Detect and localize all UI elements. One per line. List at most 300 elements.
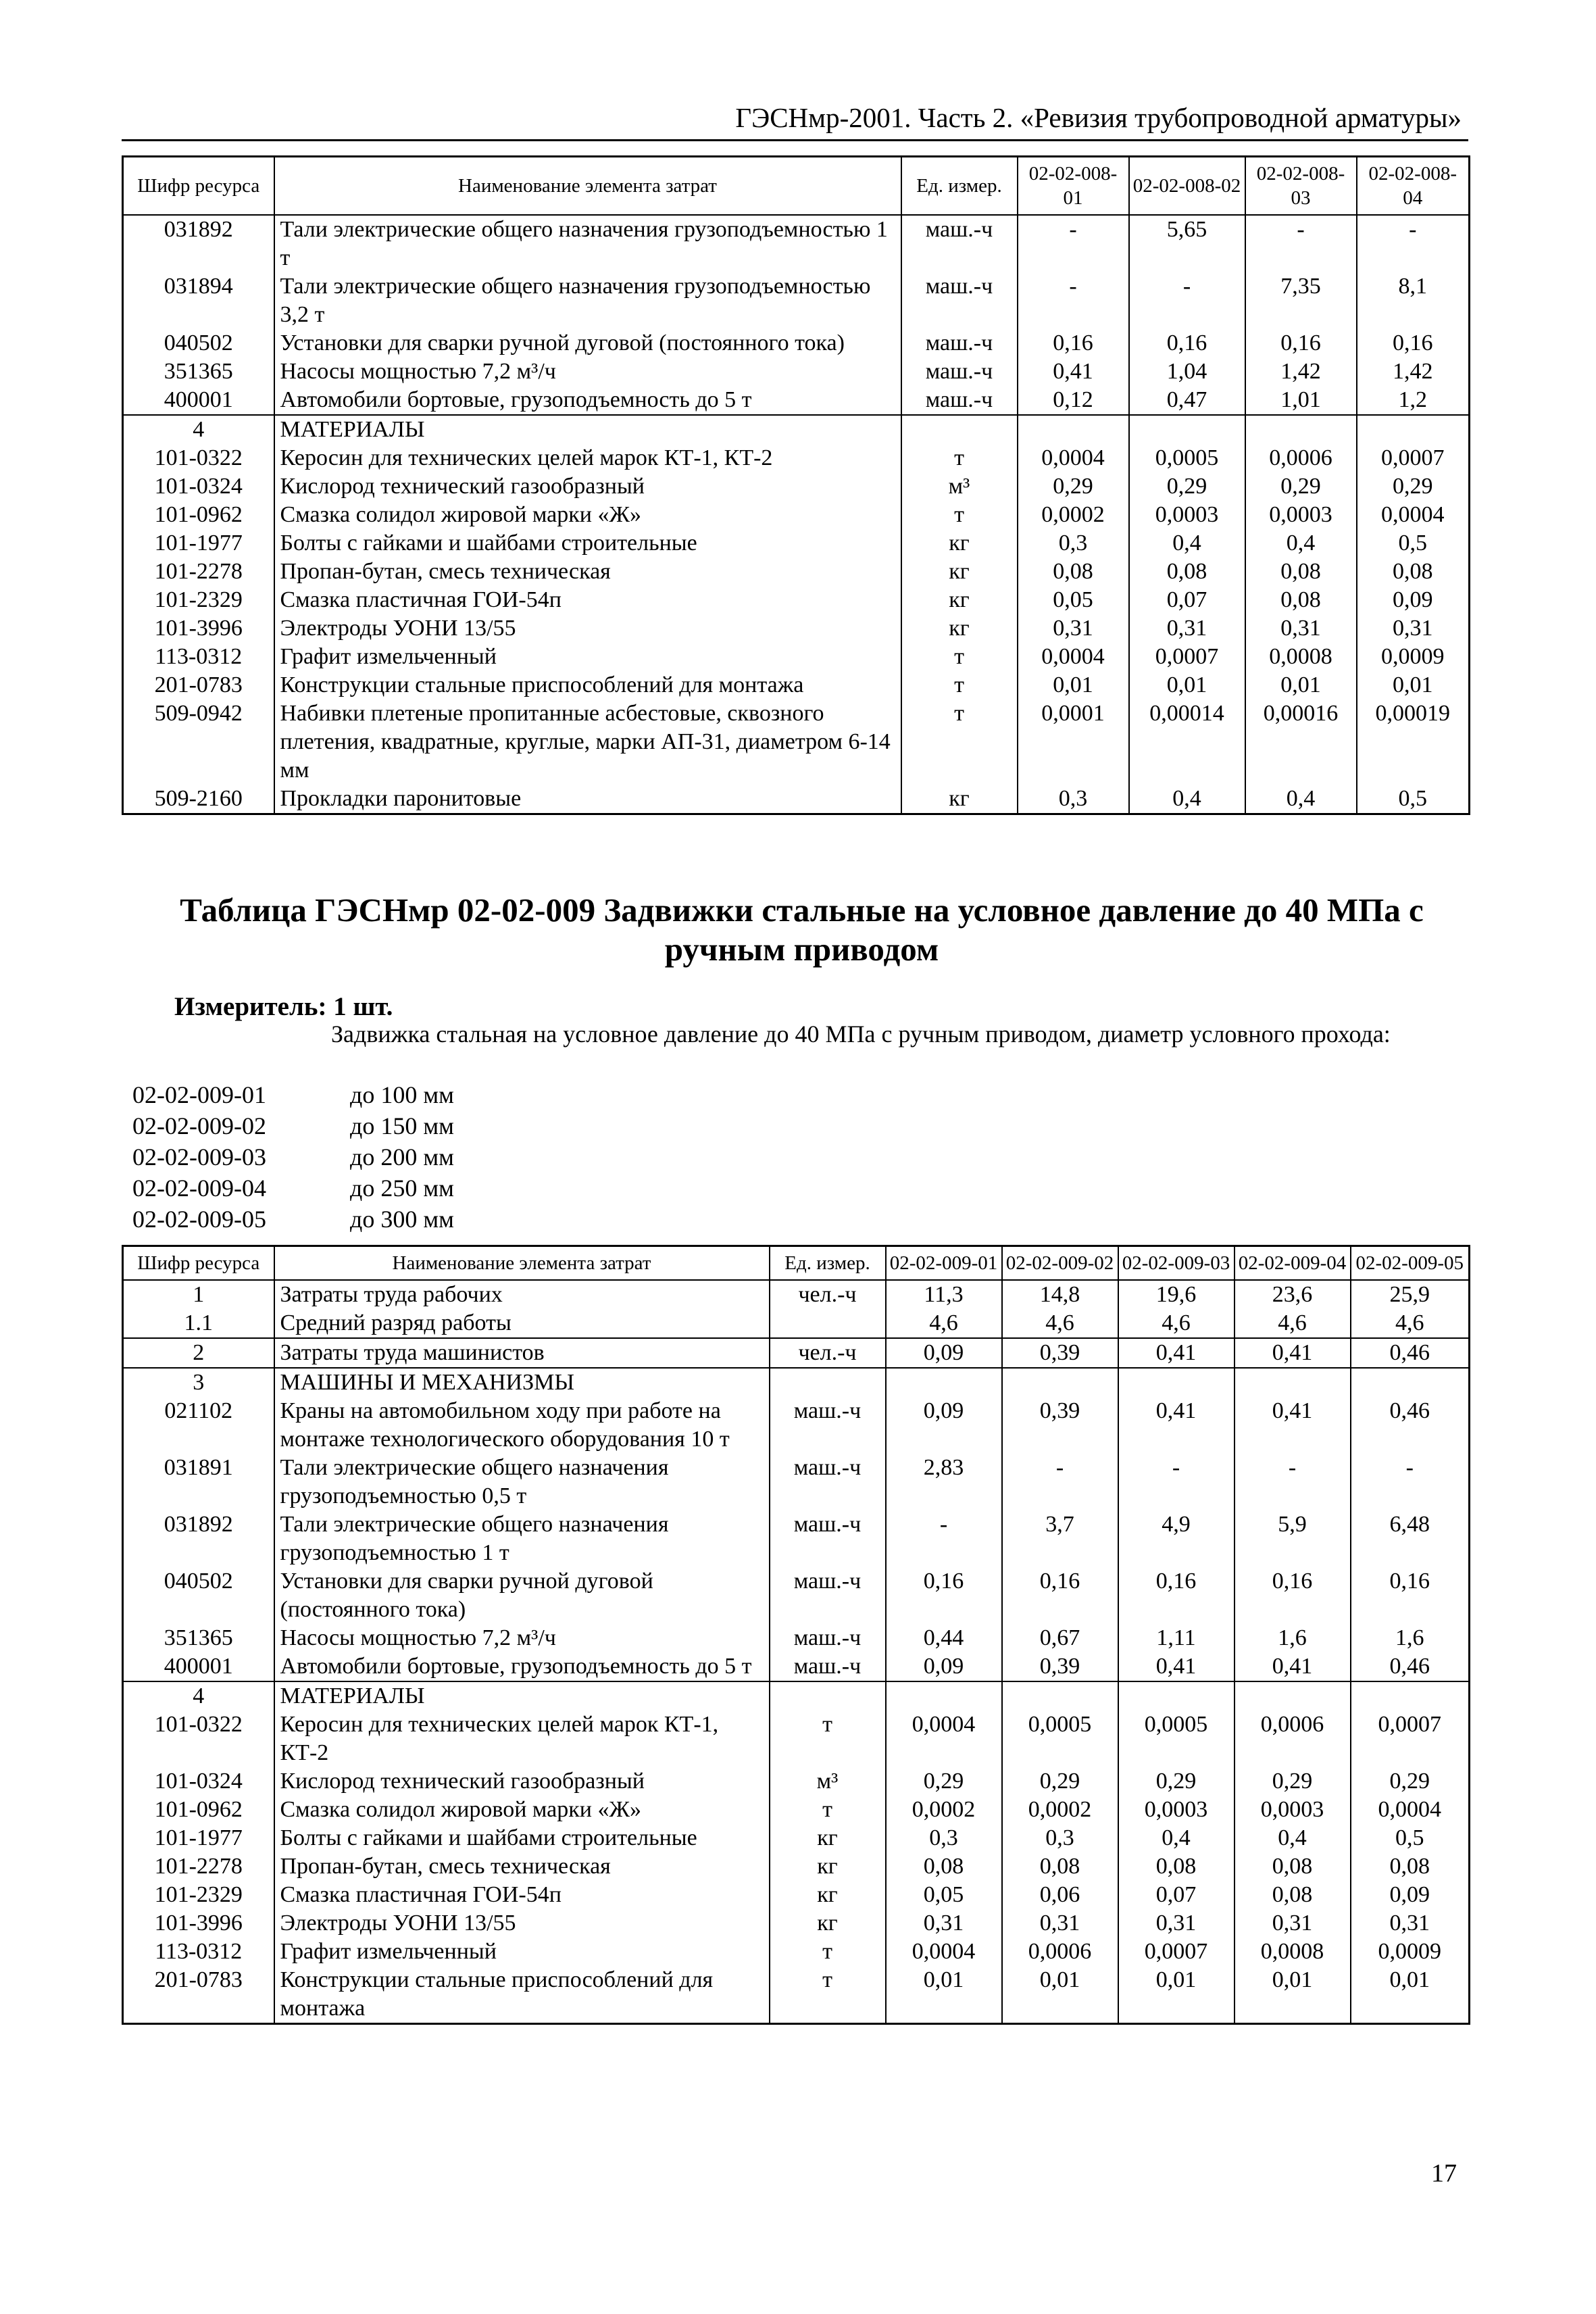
element-name-cell: Смазка пластичная ГОИ-54п — [274, 1881, 770, 1909]
unit-cell — [901, 415, 1018, 444]
unit-cell: маш.-ч — [770, 1624, 886, 1652]
value-cell: 0,67 — [1002, 1624, 1118, 1652]
unit-cell: чел.-ч — [770, 1338, 886, 1368]
value-cell — [1351, 1368, 1470, 1397]
element-name-cell: Смазка солидол жировой марки «Ж» — [274, 1796, 770, 1824]
value-cell: 4,6 — [1351, 1309, 1470, 1338]
resource-code-cell: 113-0312 — [123, 1938, 274, 1966]
column-header-variant: 02-02-009-01 — [886, 1246, 1002, 1281]
value-cell: 0,08 — [886, 1852, 1002, 1881]
table-row — [123, 643, 1470, 671]
unit-cell — [770, 1309, 886, 1338]
value-cell: 0,01 — [1357, 671, 1470, 699]
norm-table-009 — [122, 1245, 1470, 2025]
element-name-cell: Автомобили бортовые, грузоподъемность до 5 т — [274, 386, 901, 415]
resource-code-cell: 113-0312 — [123, 643, 274, 671]
table-row — [123, 1338, 1470, 1368]
table-row — [123, 1852, 1470, 1881]
value-cell: 4,6 — [1118, 1309, 1235, 1338]
value-cell: 0,31 — [886, 1909, 1002, 1938]
table-row — [123, 558, 1470, 586]
table-row — [123, 1909, 1470, 1938]
column-header-variant: 02-02-008-02 — [1129, 157, 1245, 216]
element-name-cell: Прокладки паронитовые — [274, 785, 901, 814]
value-cell — [1235, 1681, 1351, 1710]
element-name-cell: Затраты труда машинистов — [274, 1338, 770, 1368]
table-row — [123, 215, 1470, 272]
element-name-cell: Керосин для технических целей марок КТ-1, КТ-2 — [274, 1710, 770, 1767]
unit-cell: маш.-ч — [901, 272, 1018, 329]
value-cell: 1,42 — [1245, 358, 1357, 386]
value-cell: 0,41 — [1235, 1652, 1351, 1681]
value-cell: 25,9 — [1351, 1280, 1470, 1309]
value-cell: 0,41 — [1118, 1397, 1235, 1454]
resource-code-cell: 101-1977 — [123, 529, 274, 558]
resource-code-cell: 101-2329 — [123, 1881, 274, 1909]
unit-cell: т — [770, 1966, 886, 2024]
value-cell: 0,0008 — [1245, 643, 1357, 671]
value-cell: 0,01 — [1235, 1966, 1351, 2024]
value-cell: 1,04 — [1129, 358, 1245, 386]
table-row — [123, 329, 1470, 358]
value-cell: 0,08 — [1018, 558, 1129, 586]
table-row — [123, 444, 1470, 472]
value-cell: 19,6 — [1118, 1280, 1235, 1309]
table-row — [123, 1881, 1470, 1909]
table-row — [123, 1652, 1470, 1681]
unit-cell: т — [770, 1710, 886, 1767]
value-cell: 0,31 — [1002, 1909, 1118, 1938]
resource-code-cell: 509-2160 — [123, 785, 274, 814]
value-cell: - — [1245, 215, 1357, 272]
value-cell: 0,5 — [1357, 785, 1470, 814]
unit-cell: маш.-ч — [901, 215, 1018, 272]
value-cell: 0,0007 — [1351, 1710, 1470, 1767]
value-cell: 0,05 — [1018, 586, 1129, 614]
value-cell: 0,0005 — [1002, 1710, 1118, 1767]
value-cell: 11,3 — [886, 1280, 1002, 1309]
value-cell: 0,16 — [1357, 329, 1470, 358]
unit-cell: кг — [901, 614, 1018, 643]
value-cell: 0,00016 — [1245, 699, 1357, 785]
unit-cell: маш.-ч — [901, 386, 1018, 415]
value-cell: 0,29 — [1357, 472, 1470, 501]
work-description: Задвижка стальная на условное давление до 40 МПа с ручным приводом, диаметр условного прохода: — [331, 1020, 1391, 1048]
column-header-variant: 02-02-009-05 — [1351, 1246, 1470, 1281]
unit-cell: т — [770, 1796, 886, 1824]
unit-cell — [770, 1681, 886, 1710]
resource-code-cell: 351365 — [123, 358, 274, 386]
value-cell: 0,07 — [1118, 1881, 1235, 1909]
variant-text: до 150 мм — [350, 1112, 454, 1139]
value-cell: 0,08 — [1245, 586, 1357, 614]
value-cell: 0,06 — [1002, 1881, 1118, 1909]
column-header-variant: 02-02-009-02 — [1002, 1246, 1118, 1281]
list-item — [132, 1173, 454, 1204]
column-header-code: Шифр ресурса — [123, 1246, 274, 1281]
value-cell: 0,41 — [1235, 1397, 1351, 1454]
value-cell: 0,4 — [1129, 529, 1245, 558]
value-cell: 0,09 — [886, 1397, 1002, 1454]
element-name-cell: Электроды УОНИ 13/55 — [274, 1909, 770, 1938]
table-row — [123, 1280, 1470, 1309]
element-name-cell: Болты с гайками и шайбами строительные — [274, 529, 901, 558]
table-row — [123, 671, 1470, 699]
value-cell: 0,16 — [1018, 329, 1129, 358]
element-name-cell: Затраты труда рабочих — [274, 1280, 770, 1309]
value-cell: 1,6 — [1351, 1624, 1470, 1652]
unit-cell: т — [901, 444, 1018, 472]
resource-code-cell: 101-0322 — [123, 1710, 274, 1767]
value-cell: 0,3 — [886, 1824, 1002, 1852]
table-row — [123, 472, 1470, 501]
table-row — [123, 1368, 1470, 1397]
measure-unit: Измеритель: 1 шт. — [174, 992, 393, 1021]
value-cell — [1357, 415, 1470, 444]
value-cell: 0,3 — [1002, 1824, 1118, 1852]
value-cell — [1018, 415, 1129, 444]
unit-cell: т — [901, 501, 1018, 529]
resource-code-cell: 040502 — [123, 329, 274, 358]
element-name-cell: Болты с гайками и шайбами строительные — [274, 1824, 770, 1852]
unit-cell: т — [901, 643, 1018, 671]
value-cell: 1,42 — [1357, 358, 1470, 386]
table-row — [123, 1710, 1470, 1767]
value-cell — [1351, 1681, 1470, 1710]
resource-code-cell: 101-2278 — [123, 558, 274, 586]
value-cell: 0,29 — [1351, 1767, 1470, 1796]
element-name-cell: Пропан-бутан, смесь техническая — [274, 558, 901, 586]
value-cell: 0,08 — [1357, 558, 1470, 586]
value-cell: 0,0009 — [1351, 1938, 1470, 1966]
value-cell: 0,16 — [1235, 1567, 1351, 1624]
list-item — [132, 1141, 454, 1173]
value-cell — [1245, 415, 1357, 444]
element-name-cell: Пропан-бутан, смесь техническая — [274, 1852, 770, 1881]
table-row — [123, 1767, 1470, 1796]
unit-cell: т — [901, 671, 1018, 699]
element-name-cell: Электроды УОНИ 13/55 — [274, 614, 901, 643]
table-row — [123, 358, 1470, 386]
value-cell: 0,0005 — [1118, 1710, 1235, 1767]
value-cell: 0,16 — [886, 1567, 1002, 1624]
value-cell: - — [1118, 1454, 1235, 1510]
value-cell: 0,00014 — [1129, 699, 1245, 785]
element-name-cell: Смазка солидол жировой марки «Ж» — [274, 501, 901, 529]
value-cell: 6,48 — [1351, 1510, 1470, 1567]
list-item — [132, 1079, 454, 1110]
resource-code-cell: 4 — [123, 415, 274, 444]
value-cell: 0,0002 — [886, 1796, 1002, 1824]
value-cell: 0,09 — [1357, 586, 1470, 614]
element-name-cell: Тали электрические общего назначения грузоподъемностью 0,5 т — [274, 1454, 770, 1510]
value-cell — [1002, 1681, 1118, 1710]
resource-code-cell: 101-0324 — [123, 1767, 274, 1796]
value-cell — [886, 1681, 1002, 1710]
column-header-variant: 02-02-008-03 — [1245, 157, 1357, 216]
value-cell: 0,0009 — [1357, 643, 1470, 671]
value-cell: 14,8 — [1002, 1280, 1118, 1309]
value-cell: 0,46 — [1351, 1397, 1470, 1454]
value-cell: 0,46 — [1351, 1652, 1470, 1681]
value-cell: 0,29 — [886, 1767, 1002, 1796]
value-cell: 0,4 — [1118, 1824, 1235, 1852]
value-cell: 0,01 — [886, 1966, 1002, 2024]
unit-cell: кг — [770, 1909, 886, 1938]
variant-code: 02-02-009-02 — [132, 1112, 266, 1139]
resource-code-cell: 4 — [123, 1681, 274, 1710]
value-cell: 0,09 — [1351, 1881, 1470, 1909]
resource-code-cell: 1 — [123, 1280, 274, 1309]
unit-cell: маш.-ч — [901, 358, 1018, 386]
value-cell: 0,08 — [1235, 1852, 1351, 1881]
column-header-name: Наименование элемента затрат — [274, 1246, 770, 1281]
value-cell: 0,0004 — [1357, 501, 1470, 529]
resource-code-cell: 3 — [123, 1368, 274, 1397]
value-cell: 1,2 — [1357, 386, 1470, 415]
value-cell: 0,47 — [1129, 386, 1245, 415]
value-cell: 0,5 — [1357, 529, 1470, 558]
resource-code-cell: 201-0783 — [123, 671, 274, 699]
resource-code-cell: 101-0322 — [123, 444, 274, 472]
value-cell: - — [1129, 272, 1245, 329]
column-header-variant: 02-02-008-01 — [1018, 157, 1129, 216]
unit-cell: маш.-ч — [770, 1510, 886, 1567]
value-cell: 0,01 — [1245, 671, 1357, 699]
value-cell: 0,4 — [1245, 529, 1357, 558]
value-cell: 0,0004 — [886, 1938, 1002, 1966]
value-cell: 0,29 — [1129, 472, 1245, 501]
variant-text: до 100 мм — [350, 1081, 454, 1108]
value-cell: 0,0001 — [1018, 699, 1129, 785]
resource-code-cell: 351365 — [123, 1624, 274, 1652]
value-cell: 0,31 — [1235, 1909, 1351, 1938]
resource-code-cell: 031891 — [123, 1454, 274, 1510]
running-header — [122, 101, 1468, 141]
value-cell: 0,3 — [1018, 785, 1129, 814]
table-header-row — [123, 157, 1470, 216]
value-cell: 1,11 — [1118, 1624, 1235, 1652]
resource-code-cell: 031894 — [123, 272, 274, 329]
table-row — [123, 699, 1470, 785]
value-cell: 0,08 — [1235, 1881, 1351, 1909]
element-name-cell: Краны на автомобильном ходу при работе на монтаже технологического оборудования 10 т — [274, 1397, 770, 1454]
value-cell: 0,0007 — [1129, 643, 1245, 671]
table-header-row — [123, 1246, 1470, 1281]
value-cell: 1,01 — [1245, 386, 1357, 415]
unit-cell: маш.-ч — [770, 1652, 886, 1681]
value-cell: 4,6 — [886, 1309, 1002, 1338]
norm-table-008 — [122, 155, 1470, 815]
value-cell: 0,0006 — [1245, 444, 1357, 472]
element-name-cell: Автомобили бортовые, грузоподъемность до 5 т — [274, 1652, 770, 1681]
value-cell: 0,0002 — [1002, 1796, 1118, 1824]
unit-cell: чел.-ч — [770, 1280, 886, 1309]
unit-cell: кг — [901, 785, 1018, 814]
element-name-cell: Тали электрические общего назначения грузоподъемностью 1 т — [274, 1510, 770, 1567]
value-cell: 0,08 — [1118, 1852, 1235, 1881]
resource-code-cell: 101-0962 — [123, 501, 274, 529]
value-cell: 0,08 — [1245, 558, 1357, 586]
value-cell: 0,08 — [1351, 1852, 1470, 1881]
value-cell: 2,83 — [886, 1454, 1002, 1510]
value-cell: 0,41 — [1018, 358, 1129, 386]
unit-cell: кг — [770, 1881, 886, 1909]
value-cell: 0,16 — [1002, 1567, 1118, 1624]
element-name-cell: Конструкции стальные приспособлений для монтажа — [274, 1966, 770, 2024]
value-cell: 0,4 — [1235, 1824, 1351, 1852]
variant-text: до 250 мм — [350, 1175, 454, 1202]
value-cell: 0,46 — [1351, 1338, 1470, 1368]
value-cell: 4,6 — [1235, 1309, 1351, 1338]
value-cell: 0,29 — [1245, 472, 1357, 501]
table-row — [123, 1824, 1470, 1852]
variant-list — [132, 1079, 454, 1235]
resource-code-cell: 101-3996 — [123, 1909, 274, 1938]
unit-cell: т — [770, 1938, 886, 1966]
table-row — [123, 1938, 1470, 1966]
value-cell: - — [1235, 1454, 1351, 1510]
value-cell: 4,6 — [1002, 1309, 1118, 1338]
element-name-cell: МАШИНЫ И МЕХАНИЗМЫ — [274, 1368, 770, 1397]
table-row — [123, 1624, 1470, 1652]
value-cell: 0,31 — [1129, 614, 1245, 643]
value-cell: 0,0008 — [1235, 1938, 1351, 1966]
unit-cell: маш.-ч — [770, 1454, 886, 1510]
element-name-cell: Керосин для технических целей марок КТ-1, КТ-2 — [274, 444, 901, 472]
page-number: 17 — [1431, 2159, 1457, 2188]
unit-cell: маш.-ч — [901, 329, 1018, 358]
element-name-cell: Кислород технический газообразный — [274, 472, 901, 501]
value-cell: - — [886, 1510, 1002, 1567]
value-cell: 0,01 — [1002, 1966, 1118, 2024]
value-cell: 0,01 — [1129, 671, 1245, 699]
value-cell: 0,5 — [1351, 1824, 1470, 1852]
value-cell: 0,29 — [1002, 1767, 1118, 1796]
table-row — [123, 586, 1470, 614]
unit-cell — [770, 1368, 886, 1397]
value-cell — [1129, 415, 1245, 444]
value-cell: 0,01 — [1351, 1966, 1470, 2024]
element-name-cell: Графит измельченный — [274, 643, 901, 671]
resource-code-cell: 201-0783 — [123, 1966, 274, 2024]
variant-code: 02-02-009-05 — [132, 1206, 266, 1233]
value-cell: 0,31 — [1245, 614, 1357, 643]
value-cell: 0,16 — [1351, 1567, 1470, 1624]
value-cell: 0,44 — [886, 1624, 1002, 1652]
value-cell: 0,16 — [1245, 329, 1357, 358]
element-name-cell: Смазка пластичная ГОИ-54п — [274, 586, 901, 614]
resource-code-cell: 031892 — [123, 215, 274, 272]
value-cell: 0,31 — [1018, 614, 1129, 643]
value-cell: 0,12 — [1018, 386, 1129, 415]
column-header-variant: 02-02-009-03 — [1118, 1246, 1235, 1281]
resource-code-cell: 101-2278 — [123, 1852, 274, 1881]
value-cell — [1118, 1368, 1235, 1397]
value-cell: 0,0004 — [1351, 1796, 1470, 1824]
value-cell: 1,6 — [1235, 1624, 1351, 1652]
table-row — [123, 1397, 1470, 1454]
table-row — [123, 614, 1470, 643]
value-cell: 0,07 — [1129, 586, 1245, 614]
unit-cell: м³ — [770, 1767, 886, 1796]
element-name-cell: Тали электрические общего назначения грузоподъемностью 1 т — [274, 215, 901, 272]
table-row — [123, 415, 1470, 444]
value-cell: - — [1357, 215, 1470, 272]
value-cell: 0,05 — [886, 1881, 1002, 1909]
value-cell: 0,16 — [1129, 329, 1245, 358]
value-cell: 0,3 — [1018, 529, 1129, 558]
value-cell: 0,41 — [1118, 1652, 1235, 1681]
unit-cell: кг — [770, 1824, 886, 1852]
resource-code-cell: 101-0324 — [123, 472, 274, 501]
unit-cell: кг — [901, 529, 1018, 558]
element-name-cell: МАТЕРИАЛЫ — [274, 1681, 770, 1710]
table-row — [123, 1510, 1470, 1567]
element-name-cell: Насосы мощностью 7,2 м³/ч — [274, 1624, 770, 1652]
table-title: Таблица ГЭСНмр 02-02-009 Задвижки стальные на условное давление до 40 МПа с ручным приводом — [180, 891, 1424, 968]
value-cell: 0,00019 — [1357, 699, 1470, 785]
table-row — [123, 1567, 1470, 1624]
value-cell: - — [1002, 1454, 1118, 1510]
value-cell: 0,08 — [1129, 558, 1245, 586]
value-cell: 0,0007 — [1357, 444, 1470, 472]
column-header-name: Наименование элемента затрат — [274, 157, 901, 216]
unit-cell: м³ — [901, 472, 1018, 501]
value-cell: 0,4 — [1129, 785, 1245, 814]
value-cell: 0,4 — [1245, 785, 1357, 814]
unit-cell: кг — [901, 586, 1018, 614]
table-row — [123, 529, 1470, 558]
value-cell: 0,39 — [1002, 1652, 1118, 1681]
element-name-cell: Набивки плетеные пропитанные асбестовые, сквозного плетения, квадратные, круглые, марки АП-31, диаметром 6-14 мм — [274, 699, 901, 785]
resource-code-cell: 031892 — [123, 1510, 274, 1567]
list-item — [132, 1110, 454, 1141]
value-cell: 3,7 — [1002, 1510, 1118, 1567]
value-cell: 0,0003 — [1245, 501, 1357, 529]
element-name-cell: Средний разряд работы — [274, 1309, 770, 1338]
table-row — [123, 1681, 1470, 1710]
value-cell: - — [1018, 272, 1129, 329]
value-cell: 0,0003 — [1129, 501, 1245, 529]
resource-code-cell: 1.1 — [123, 1309, 274, 1338]
resource-code-cell: 101-3996 — [123, 614, 274, 643]
resource-code-cell: 509-0942 — [123, 699, 274, 785]
element-name-cell: Насосы мощностью 7,2 м³/ч — [274, 358, 901, 386]
value-cell: 0,31 — [1118, 1909, 1235, 1938]
unit-cell: т — [901, 699, 1018, 785]
unit-cell: маш.-ч — [770, 1397, 886, 1454]
value-cell: 0,01 — [1018, 671, 1129, 699]
value-cell: 0,09 — [886, 1338, 1002, 1368]
resource-code-cell: 101-2329 — [123, 586, 274, 614]
resource-code-cell: 101-0962 — [123, 1796, 274, 1824]
variant-code: 02-02-009-01 — [132, 1081, 266, 1108]
resource-code-cell: 101-1977 — [123, 1824, 274, 1852]
table-row — [123, 386, 1470, 415]
element-name-cell: Графит измельченный — [274, 1938, 770, 1966]
element-name-cell: МАТЕРИАЛЫ — [274, 415, 901, 444]
value-cell: 0,41 — [1118, 1338, 1235, 1368]
value-cell: 0,31 — [1351, 1909, 1470, 1938]
table-row — [123, 272, 1470, 329]
variant-code: 02-02-009-04 — [132, 1175, 266, 1202]
value-cell: 0,29 — [1118, 1767, 1235, 1796]
value-cell: 0,29 — [1018, 472, 1129, 501]
list-item — [132, 1204, 454, 1235]
value-cell — [886, 1368, 1002, 1397]
table-row — [123, 785, 1470, 814]
